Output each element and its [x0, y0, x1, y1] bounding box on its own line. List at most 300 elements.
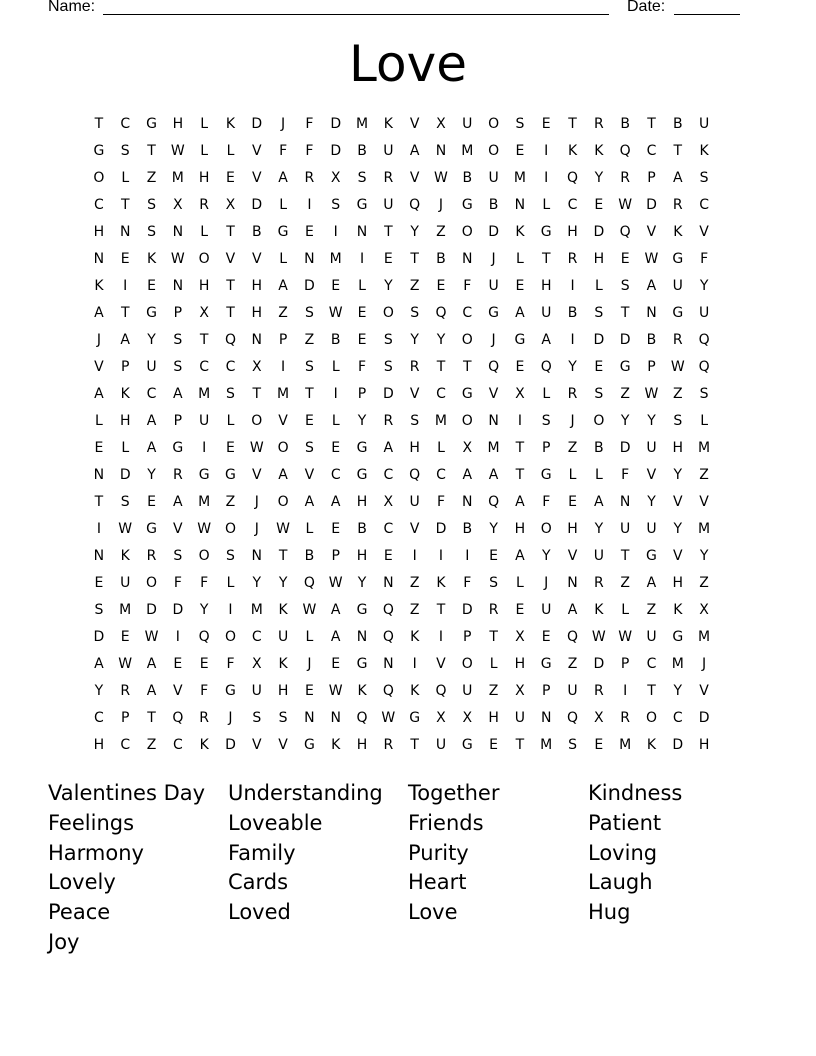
grid-letter: P — [331, 548, 341, 564]
grid-letter: T — [305, 386, 315, 402]
word-list-item: Lovely — [48, 870, 116, 895]
grid-letter: M — [698, 440, 711, 456]
grid-letter: T — [199, 332, 209, 348]
grid-letter: P — [120, 359, 130, 375]
grid-letter: O — [277, 440, 290, 456]
grid-letter: T — [515, 737, 525, 753]
grid-letter: S — [173, 359, 183, 375]
grid-letter: Q — [488, 494, 500, 510]
grid-letter: E — [304, 683, 315, 699]
name-line — [103, 14, 609, 15]
date-line — [674, 14, 740, 15]
grid-letter: A — [515, 305, 526, 321]
grid-letter: Y — [541, 548, 551, 564]
grid-letter: A — [146, 413, 157, 429]
grid-letter: G — [277, 224, 290, 240]
grid-letter: W — [434, 170, 449, 186]
grid-row — [86, 547, 718, 574]
grid-letter: V — [409, 170, 420, 186]
grid-letter: Q — [356, 710, 369, 726]
grid-letter: D — [698, 710, 710, 726]
grid-letter: J — [254, 494, 260, 510]
grid-letter: S — [252, 710, 262, 726]
grid-letter: K — [646, 737, 657, 753]
grid-letter: Q — [172, 710, 184, 726]
grid-letter: F — [173, 575, 183, 591]
grid-letter: S — [278, 710, 289, 726]
grid-letter: A — [672, 170, 684, 186]
grid-letter: G — [303, 737, 316, 753]
grid-letter: A — [120, 332, 131, 348]
grid-letter: D — [593, 656, 605, 672]
grid-letter: M — [277, 386, 290, 402]
grid-letter: J — [544, 575, 549, 591]
grid-letter: K — [410, 683, 420, 699]
grid-letter: U — [541, 305, 552, 321]
grid-letter: I — [438, 629, 444, 645]
grid-letter: L — [226, 143, 235, 159]
grid-letter: R — [488, 602, 499, 618]
grid-letter: Z — [146, 170, 157, 186]
grid-letter: Y — [199, 602, 209, 618]
grid-letter: D — [225, 737, 237, 753]
grid-letter: L — [594, 278, 604, 294]
grid-letter: Y — [647, 413, 657, 429]
grid-letter: Y — [489, 521, 499, 537]
grid-letter: U — [672, 278, 684, 294]
grid-letter: B — [646, 332, 657, 348]
grid-letter: N — [330, 710, 342, 726]
word-list-item: Patient — [588, 810, 662, 835]
grid-letter: X — [383, 494, 394, 510]
grid-letter: I — [570, 278, 576, 294]
grid-letter: Q — [567, 710, 579, 726]
word-list-item: Hug — [588, 900, 631, 925]
grid-row — [86, 682, 718, 709]
grid-letter: A — [146, 656, 157, 672]
grid-letter: G — [540, 467, 553, 483]
grid-letter: D — [172, 602, 184, 618]
grid-letter: T — [436, 602, 446, 618]
grid-letter: Z — [436, 224, 447, 240]
grid-letter: E — [515, 602, 525, 618]
grid-row — [86, 115, 718, 142]
grid-letter: W — [197, 521, 212, 537]
grid-row — [86, 709, 718, 736]
grid-letter: I — [123, 278, 128, 294]
grid-letter: T — [120, 305, 130, 321]
grid-letter: U — [541, 602, 552, 618]
grid-letter: O — [224, 629, 237, 645]
grid-letter: T — [410, 251, 420, 267]
grid-letter: A — [409, 143, 420, 159]
grid-letter: E — [357, 332, 367, 348]
grid-letter: H — [567, 521, 579, 537]
grid-letter: P — [173, 413, 183, 429]
grid-letter: E — [147, 278, 157, 294]
word-list-item: Heart — [408, 870, 467, 895]
grid-row — [86, 628, 718, 655]
grid-letter: C — [699, 197, 710, 213]
word-list-item: Loved — [228, 900, 291, 925]
grid-letter: H — [409, 440, 421, 456]
grid-letter: I — [438, 548, 444, 564]
grid-letter: X — [251, 359, 263, 375]
grid-letter: V — [699, 224, 710, 240]
grid-letter: B — [251, 224, 263, 240]
grid-letter: S — [120, 143, 131, 159]
grid-row — [86, 358, 718, 385]
grid-letter: V — [225, 251, 236, 267]
grid-letter: B — [672, 116, 684, 132]
grid-letter: Q — [567, 629, 579, 645]
grid-letter: H — [540, 278, 552, 294]
word-list-item: Purity — [408, 840, 469, 865]
grid-letter: E — [357, 305, 367, 321]
grid-letter: V — [646, 224, 657, 240]
grid-letter: T — [147, 710, 157, 726]
grid-letter: P — [647, 359, 657, 375]
grid-letter: D — [146, 602, 158, 618]
grid-letter: Y — [673, 521, 683, 537]
grid-letter: Z — [409, 575, 420, 591]
grid-letter: R — [409, 359, 421, 375]
grid-letter: U — [567, 683, 579, 699]
grid-letter: Q — [382, 683, 395, 699]
grid-letter: V — [699, 683, 710, 699]
grid-letter: S — [304, 359, 315, 375]
grid-letter: L — [226, 413, 235, 429]
grid-letter: V — [173, 683, 184, 699]
grid-letter: V — [672, 494, 684, 510]
grid-letter: A — [567, 602, 578, 618]
grid-row — [86, 250, 718, 277]
grid-letter: I — [96, 521, 102, 537]
grid-letter: G — [146, 521, 158, 537]
grid-letter: M — [540, 737, 553, 753]
grid-letter: T — [620, 548, 630, 564]
grid-letter: O — [461, 332, 474, 348]
grid-letter: V — [251, 170, 263, 186]
grid-letter: T — [515, 467, 525, 483]
grid-letter: S — [331, 197, 341, 213]
word-list-item: Love — [408, 900, 458, 925]
grid-letter: O — [461, 656, 474, 672]
grid-letter: R — [304, 170, 315, 186]
grid-letter: R — [620, 710, 631, 726]
grid-letter: Y — [673, 683, 683, 699]
grid-letter: H — [593, 251, 605, 267]
grid-letter: L — [542, 386, 551, 402]
grid-row — [86, 196, 718, 223]
grid-letter: S — [699, 386, 710, 402]
grid-letter: I — [623, 683, 628, 699]
grid-letter: W — [670, 359, 686, 375]
grid-letter: L — [121, 440, 130, 456]
grid-letter: P — [541, 683, 551, 699]
grid-letter: U — [620, 521, 631, 537]
grid-letter: J — [281, 116, 286, 132]
grid-letter: R — [672, 332, 684, 348]
grid-letter: Y — [94, 683, 104, 699]
grid-letter: Q — [698, 332, 711, 348]
grid-letter: S — [699, 170, 710, 186]
grid-letter: F — [226, 656, 235, 672]
grid-letter: E — [304, 413, 315, 429]
grid-letter: E — [489, 548, 499, 564]
grid-letter: A — [278, 170, 289, 186]
grid-letter: R — [146, 548, 157, 564]
grid-letter: A — [330, 602, 341, 618]
grid-letter: Y — [699, 278, 709, 294]
grid-letter: Z — [646, 602, 657, 618]
grid-row — [86, 277, 718, 304]
grid-letter: M — [198, 386, 211, 402]
grid-letter: F — [200, 683, 209, 699]
grid-letter: M — [671, 656, 685, 672]
grid-letter: C — [436, 386, 447, 402]
grid-letter: X — [330, 170, 342, 186]
grid-letter: A — [173, 386, 184, 402]
grid-letter: K — [357, 683, 368, 699]
grid-letter: X — [199, 305, 210, 321]
grid-letter: D — [330, 116, 342, 132]
grid-row — [86, 412, 718, 439]
grid-letter: Q — [224, 332, 237, 348]
grid-letter: H — [488, 710, 500, 726]
grid-letter: U — [120, 575, 131, 591]
grid-letter: Z — [567, 656, 578, 672]
grid-letter: H — [514, 656, 526, 672]
grid-letter: N — [383, 575, 395, 591]
word-list-item: Feelings — [48, 810, 135, 835]
grid-row — [86, 385, 718, 412]
grid-letter: C — [436, 467, 447, 483]
grid-letter: V — [488, 386, 499, 402]
grid-letter: G — [672, 251, 684, 267]
grid-letter: Q — [698, 359, 711, 375]
grid-letter: L — [200, 143, 209, 159]
grid-letter: H — [356, 548, 368, 564]
grid-letter: B — [357, 143, 368, 159]
grid-letter: W — [276, 521, 291, 537]
grid-letter: N — [356, 224, 368, 240]
grid-letter: E — [147, 494, 157, 510]
grid-letter: D — [646, 197, 658, 213]
grid-letter: N — [304, 251, 316, 267]
grid-letter: E — [331, 278, 341, 294]
grid-letter: F — [700, 251, 709, 267]
grid-letter: S — [568, 737, 578, 753]
grid-letter: M — [171, 170, 185, 186]
grid-letter: T — [147, 143, 157, 159]
grid-letter: J — [702, 656, 707, 672]
grid-letter: E — [331, 440, 341, 456]
grid-letter: G — [461, 737, 474, 753]
grid-letter: I — [465, 548, 470, 564]
grid-letter: N — [119, 224, 131, 240]
grid-letter: A — [173, 494, 184, 510]
grid-letter: C — [120, 116, 131, 132]
grid-letter: N — [462, 494, 474, 510]
grid-letter: Y — [384, 278, 394, 294]
grid-letter: P — [120, 710, 130, 726]
grid-letter: G — [356, 656, 368, 672]
grid-letter: Z — [567, 440, 578, 456]
grid-letter: E — [541, 629, 552, 645]
grid-letter: X — [173, 197, 184, 213]
date-label: Date: — [627, 0, 666, 15]
grid-letter: Z — [278, 305, 289, 321]
grid-letter: F — [358, 359, 367, 375]
grid-letter: S — [357, 170, 367, 186]
grid-letter: Y — [410, 224, 420, 240]
grid-letter: O — [277, 494, 290, 510]
grid-letter: I — [281, 359, 286, 375]
grid-letter: K — [120, 386, 131, 402]
grid-letter: N — [646, 305, 658, 321]
grid-letter: U — [462, 683, 473, 699]
grid-letter: O — [198, 251, 211, 267]
grid-letter: D — [619, 440, 632, 456]
grid-letter: G — [461, 197, 474, 213]
grid-letter: Y — [620, 413, 630, 429]
grid-letter: W — [118, 656, 133, 672]
word-list-item: Harmony — [48, 840, 144, 865]
grid-letter: P — [278, 332, 288, 348]
grid-letter: S — [489, 575, 499, 591]
grid-letter: G — [356, 197, 368, 213]
grid-letter: N — [172, 224, 184, 240]
grid-letter: W — [328, 683, 344, 699]
grid-letter: X — [251, 656, 263, 672]
grid-letter: G — [356, 467, 368, 483]
grid-letter: S — [147, 224, 157, 240]
grid-letter: G — [409, 710, 421, 726]
grid-letter: O — [540, 521, 553, 537]
grid-letter: M — [461, 143, 474, 159]
grid-letter: B — [488, 197, 499, 213]
grid-letter: T — [94, 494, 104, 510]
grid-letter: W — [618, 197, 633, 213]
grid-letter: N — [435, 143, 447, 159]
grid-letter: D — [435, 521, 447, 537]
grid-letter: N — [93, 467, 105, 483]
grid-letter: H — [172, 116, 184, 132]
grid-letter: C — [94, 710, 105, 726]
grid-letter: V — [251, 467, 263, 483]
grid-letter: B — [436, 251, 447, 267]
grid-letter: E — [594, 359, 604, 375]
grid-letter: S — [173, 332, 183, 348]
grid-letter: Z — [225, 494, 236, 510]
grid-letter: D — [593, 332, 605, 348]
grid-letter: Z — [699, 575, 710, 591]
grid-letter: I — [228, 602, 234, 618]
grid-letter: W — [302, 602, 317, 618]
grid-letter: L — [437, 440, 446, 456]
grid-letter: I — [544, 170, 549, 186]
grid-letter: W — [328, 305, 344, 321]
grid-letter: I — [333, 386, 339, 402]
grid-letter: M — [487, 440, 501, 456]
grid-letter: T — [541, 251, 551, 267]
grid-letter: H — [672, 575, 684, 591]
grid-letter: H — [93, 737, 105, 753]
grid-letter: S — [120, 494, 131, 510]
grid-letter: L — [516, 575, 525, 591]
grid-letter: A — [541, 332, 552, 348]
grid-letter: S — [304, 305, 315, 321]
grid-letter: F — [279, 143, 288, 159]
grid-letter: K — [120, 548, 131, 564]
grid-letter: K — [199, 737, 210, 753]
grid-letter: D — [119, 467, 132, 483]
grid-row — [86, 493, 718, 520]
grid-letter: Y — [357, 413, 367, 429]
grid-letter: N — [93, 251, 105, 267]
grid-letter: U — [488, 278, 500, 294]
word-list-item: Peace — [48, 900, 111, 925]
grid-letter: L — [568, 467, 577, 483]
grid-letter: D — [619, 332, 632, 348]
word-list-item: Understanding — [228, 781, 383, 805]
grid-letter: S — [147, 197, 157, 213]
grid-letter: M — [619, 737, 632, 753]
grid-letter: G — [514, 332, 526, 348]
grid-letter: K — [410, 629, 420, 645]
grid-letter: G — [146, 116, 158, 132]
grid-letter: S — [673, 413, 683, 429]
grid-letter: L — [700, 413, 709, 429]
grid-letter: T — [620, 305, 630, 321]
grid-letter: E — [226, 440, 236, 456]
grid-letter: T — [226, 278, 236, 294]
grid-letter: Y — [252, 575, 262, 591]
grid-letter: E — [120, 251, 131, 267]
grid-letter: T — [252, 386, 262, 402]
grid-letter: R — [593, 116, 605, 132]
grid-letter: G — [461, 386, 474, 402]
grid-letter: E — [594, 197, 604, 213]
grid-letter: T — [94, 116, 104, 132]
grid-letter: P — [541, 440, 551, 456]
grid-letter: M — [119, 602, 132, 618]
grid-letter: A — [594, 494, 605, 510]
grid-letter: N — [93, 548, 105, 564]
grid-letter: Z — [620, 575, 631, 591]
grid-letter: U — [383, 143, 394, 159]
grid-letter: O — [461, 413, 474, 429]
grid-letter: O — [251, 413, 263, 429]
grid-row — [86, 520, 718, 547]
grid-letter: Y — [410, 332, 420, 348]
grid-letter: T — [226, 224, 236, 240]
grid-letter: K — [699, 143, 710, 159]
grid-letter: N — [356, 629, 368, 645]
grid-letter: M — [434, 413, 448, 429]
grid-letter: O — [198, 548, 211, 564]
grid-letter: Z — [620, 386, 631, 402]
grid-letter: Z — [672, 386, 684, 402]
grid-letter: N — [619, 494, 631, 510]
grid-letter: A — [146, 683, 157, 699]
grid-letter: G — [93, 143, 105, 159]
grid-letter: E — [541, 116, 552, 132]
grid-row — [86, 439, 718, 466]
grid-letter: E — [331, 521, 341, 537]
grid-row — [86, 574, 718, 601]
